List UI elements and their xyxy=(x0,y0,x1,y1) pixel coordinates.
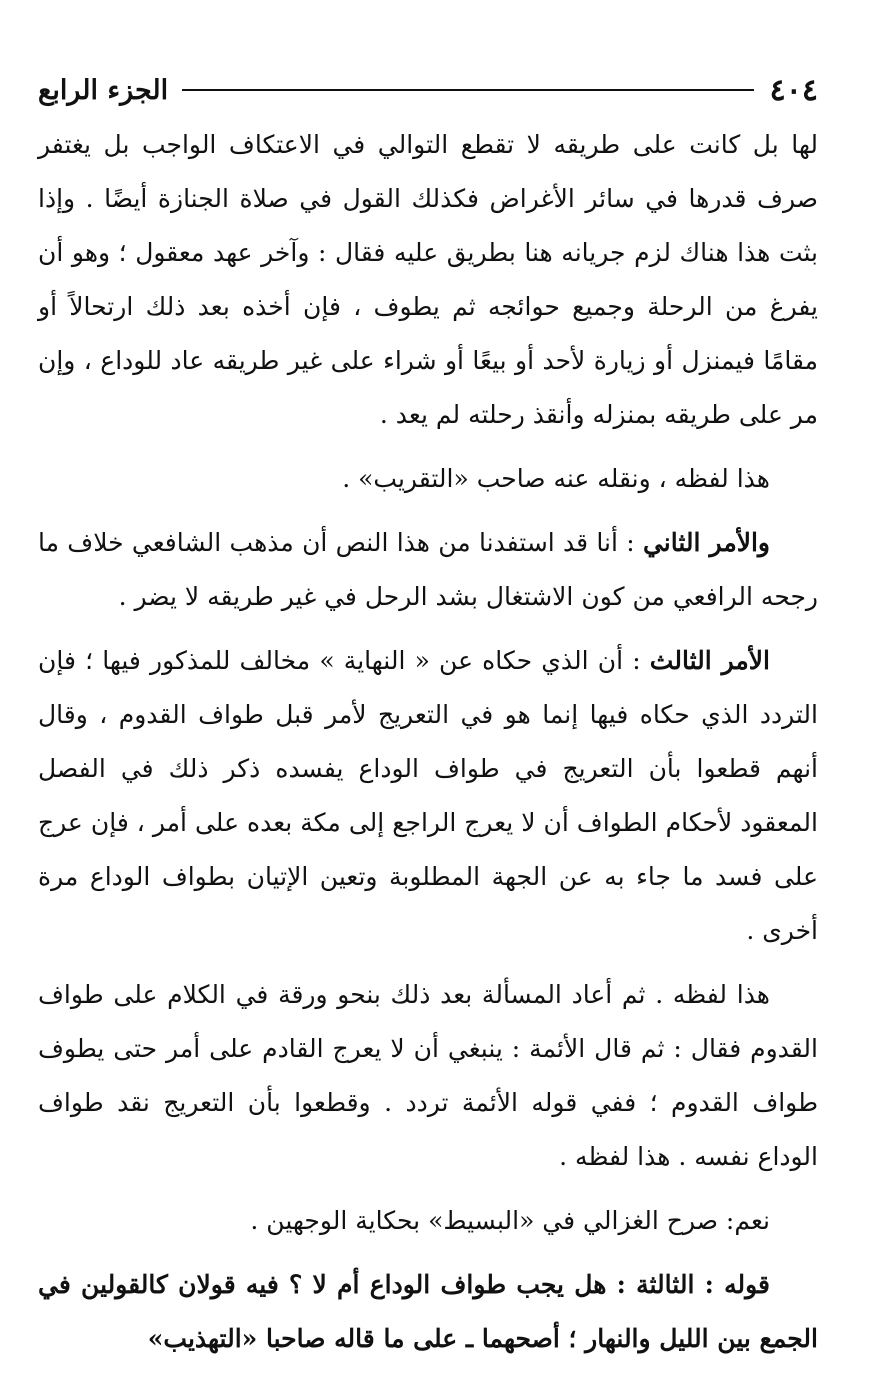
header-rule xyxy=(182,89,753,91)
paragraph-third-issue xyxy=(38,1258,818,1366)
page-number: ٤٠٤ xyxy=(769,72,818,108)
paragraph-third-matter xyxy=(38,634,818,958)
paragraph-text: : أن الذي حكاه عن « النهاية » مخالف للمذكور فيها ؛ فإن التردد الذي حكاه فيها إنما هو في التعريج لأمر قبل طواف القدوم ، وقال أنهم قطعوا بأن التعريج في طواف الوداع يفسده ذكر ذلك في الفصل المعقود لأحكام الطواف أن لا يعرج الراجع إلى مكة بعده على أمر ، فإن عرج على فسد ما جاء به عن الجهة المطلوبة وتعين الإتيان بطواف الوداع مرة أخرى . xyxy=(38,646,818,945)
paragraph-quote-end xyxy=(38,452,818,506)
paragraph-continuation xyxy=(38,118,818,442)
paragraph-heading-term: الأمر الثالث xyxy=(649,646,770,675)
paragraph-text: هذا لفظه . ثم أعاد المسألة بعد ذلك بنحو ورقة في الكلام على طواف القدوم فقال : ثم قال الأئمة : ينبغي أن لا يعرج القادم على أمر حتى يطوف طواف القدوم ؛ ففي قوله الأئمة تردد . وقطعوا بأن التعريج نقد طواف الوداع نفسه . هذا لفظه . xyxy=(38,980,818,1171)
paragraph-text: نعم: صرح الغزالي في «البسيط» بحكاية الوجهين . xyxy=(250,1206,770,1235)
paragraph-text: قوله : الثالثة : هل يجب طواف الوداع أم لا ؟ فيه قولان كالقولين في الجمع بين الليل والنهار ؛ أصحهما ـ على ما قاله صاحبا «التهذيب» xyxy=(38,1270,818,1353)
document-page xyxy=(38,66,818,1366)
paragraph-heading-term: والأمر الثاني xyxy=(642,528,771,557)
running-title: الجزء الرابع xyxy=(38,74,169,106)
paragraph-repeat xyxy=(38,968,818,1184)
paragraph-ghazali xyxy=(38,1194,818,1248)
paragraph-text: هذا لفظه ، ونقله عنه صاحب «التقريب» . xyxy=(342,464,770,493)
page-header xyxy=(38,66,818,114)
paragraph-second-matter xyxy=(38,516,818,624)
paragraph-text: : أنا قد استفدنا من هذا النص أن مذهب الشافعي خلاف ما رجحه الرافعي من كون الاشتغال بشد الرحل في غير طريقه لا يضر . xyxy=(38,528,818,611)
paragraph-text: لها بل كانت على طريقه لا تقطع التوالي في الاعتكاف الواجب بل يغتفر صرف قدرها في سائر الأغراض فكذلك القول في صلاة الجنازة أيضًا . وإذا بثت هذا هناك لزم جريانه هنا بطريق عليه فقال : وآخر عهد معقول ؛ وهو أن يفرغ من الرحلة وجميع حوائجه ثم يطوف ، فإن أخذه بعد ذلك ارتحالاً أو مقامًا فيمنزل أو زيارة لأحد أو بيعًا أو شراء على غير طريقه عاد للوداع ، وإن مر على طريقه بمنزله وأنقذ رحلته لم يعد . xyxy=(38,130,818,429)
